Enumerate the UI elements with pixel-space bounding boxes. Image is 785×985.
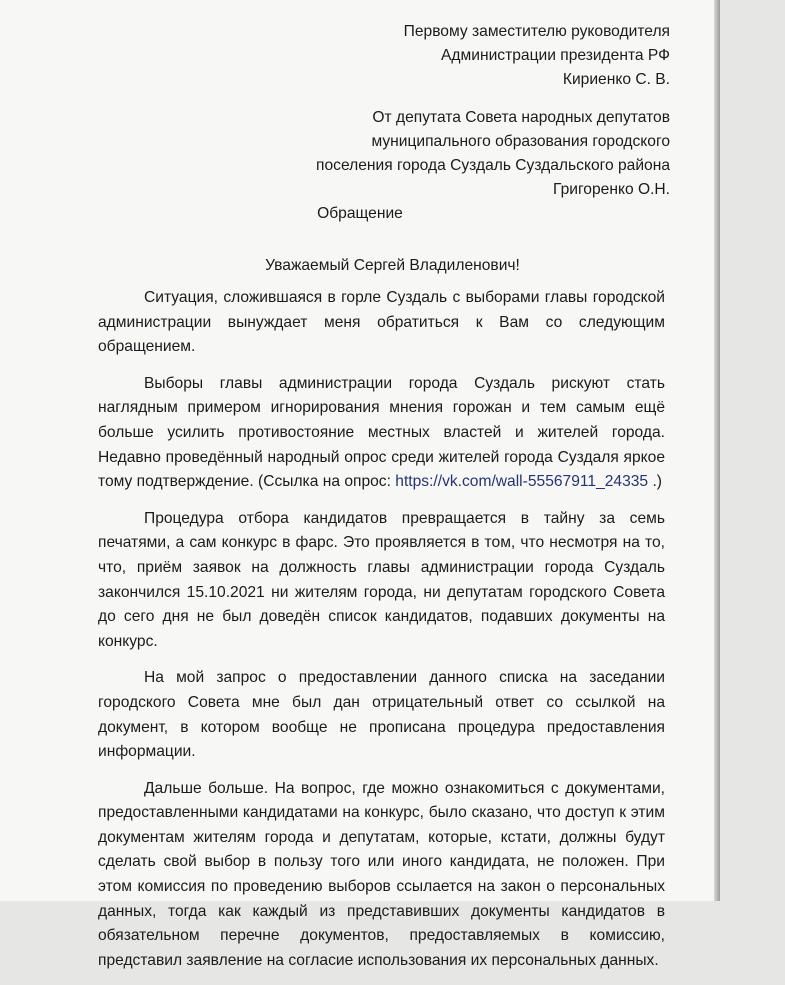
addressee-line: Первому заместителю руководителя [403, 23, 670, 40]
sender-line: От депутата Совета народных депутатов [372, 109, 670, 126]
sender-line: муниципального образования городского [371, 133, 670, 150]
paragraph-elections-end: .) [648, 473, 662, 491]
sender-line: поселения города Суздаль Суздальского района [316, 157, 670, 174]
addressee-line: Администрации президента РФ [441, 47, 670, 64]
paragraph-elections-text: Выборы главы администрации города Суздаль рискуют стать наглядным примером игнорирования мнения горожан и тем самым ещё больше усилить противостояние местных властей и жителей города. Недавно проведённый народный опрос среди жителей города Суздаля яркое тому подтверждение. (Ссылка на опрос: [98, 374, 665, 491]
paragraph-elections [98, 372, 665, 495]
letter-body [98, 286, 665, 985]
salutation: Уважаемый Сергей Владиленович! [265, 257, 520, 274]
addressee-line: Кириенко С. В. [562, 71, 670, 88]
scan-edge-shadow [714, 0, 720, 901]
survey-link[interactable]: https://vk.com/wall-55567911_24335 [395, 473, 649, 491]
sender-block [316, 106, 670, 202]
paragraph-documents: Дальше больше. На вопрос, где можно ознакомиться с документами, предоставленными кандидатами на конкурс, было сказано, что доступ к этим документам жителям города и депутатам, которые, кстати, должны будут сделать свой выбор в пользу того или иного кандидата, не положен. При этом комиссия по проведению выборов ссылается на закон о персональных данных, тогда как каждый из представивших документы кандидатов в обязательном перечне документов, предоставляемых в комиссию, представил заявление на согласие использования их персональных данных. [98, 779, 665, 969]
addressee-block [404, 20, 670, 92]
paragraph-request: На мой запрос о предоставлении данного списка на заседании городского Совета мне был дан отрицательный ответ со ссылкой на документ, в котором вообще не прописана процедура предоставления информации. [98, 669, 665, 761]
paragraph-situation: Ситуация, сложившаяся в горле Суздаль с выборами главы городской администрации вынуждает меня обратиться к Вам со следующим обращением. [98, 289, 665, 356]
paragraph-procedure: Процедура отбора кандидатов превращается в тайну за семь печатями, а сам конкурс в фарс. Это проявляется в том, что несмотря на то, что, приём заявок на должность главы администрации города Суздаль закончился 15.10.2021 ни жителям города, ни депутатам городского Совета до сего дня не был доведён список кандидатов, подавших документы на конкурс. [98, 509, 665, 650]
sender-line: Григоренко О.Н. [553, 181, 670, 198]
document-title: Обращение [317, 205, 403, 222]
